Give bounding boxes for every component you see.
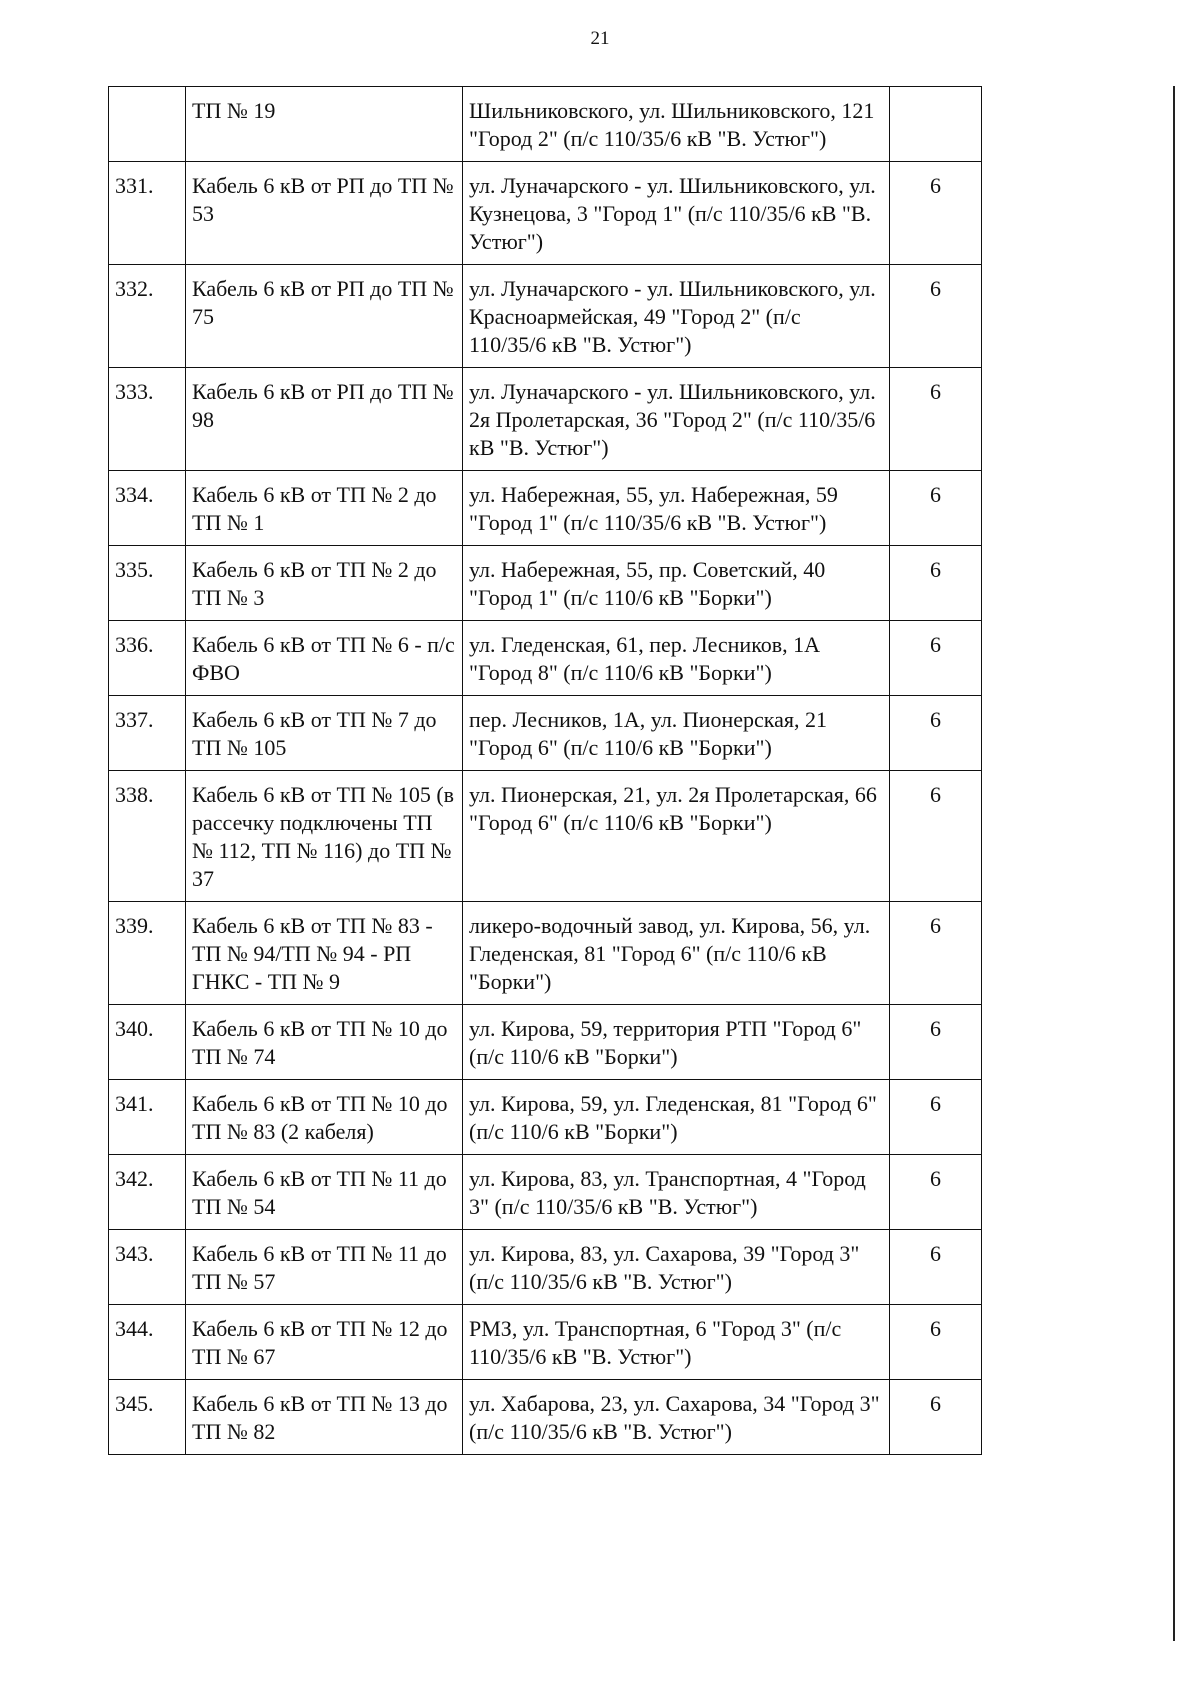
cable-address: ул. Кирова, 83, ул. Сахарова, 39 "Город 3" (п/с 110/35/6 кВ "В. Устюг") (463, 1230, 890, 1305)
cable-voltage (890, 87, 982, 162)
table-row (109, 621, 982, 696)
table-row (109, 162, 982, 265)
table-row (109, 1005, 982, 1080)
cable-address: РМЗ, ул. Транспортная, 6 "Город 3" (п/с 110/35/6 кВ "В. Устюг") (463, 1305, 890, 1380)
cable-voltage: 6 (890, 471, 982, 546)
cable-address: ул. Кирова, 59, территория РТП "Город 6" (п/с 110/6 кВ "Борки") (463, 1005, 890, 1080)
cable-address: ул. Луначарского - ул. Шильниковского, ул. 2я Пролетарская, 36 "Город 2" (п/с 110/35/6 кВ "В. Устюг") (463, 368, 890, 471)
cable-voltage: 6 (890, 546, 982, 621)
row-number: 345. (109, 1380, 186, 1455)
table-row (109, 1230, 982, 1305)
table-row (109, 696, 982, 771)
row-number: 338. (109, 771, 186, 902)
cable-name: Кабель 6 кВ от РП до ТП № 75 (186, 265, 463, 368)
cable-name: Кабель 6 кВ от ТП № 13 до ТП № 82 (186, 1380, 463, 1455)
cable-voltage: 6 (890, 1005, 982, 1080)
table-row (109, 546, 982, 621)
cable-voltage: 6 (890, 1305, 982, 1380)
cable-table (108, 86, 982, 1455)
row-number (109, 87, 186, 162)
cable-address: ул. Кирова, 59, ул. Гледенская, 81 "Город 6" (п/с 110/6 кВ "Борки") (463, 1080, 890, 1155)
cable-name: Кабель 6 кВ от ТП № 2 до ТП № 3 (186, 546, 463, 621)
cable-address: ул. Хабарова, 23, ул. Сахарова, 34 "Город 3" (п/с 110/35/6 кВ "В. Устюг") (463, 1380, 890, 1455)
table-row (109, 1380, 982, 1455)
cable-address: ул. Гледенская, 61, пер. Лесников, 1А "Город 8" (п/с 110/6 кВ "Борки") (463, 621, 890, 696)
cable-voltage: 6 (890, 771, 982, 902)
row-number: 340. (109, 1005, 186, 1080)
right-margin-line (1173, 86, 1175, 1641)
cable-address: ликеро-водочный завод, ул. Кирова, 56, ул. Гледенская, 81 "Город 6" (п/с 110/6 кВ "Борки") (463, 902, 890, 1005)
row-number: 332. (109, 265, 186, 368)
cable-address: ул. Кирова, 83, ул. Транспортная, 4 "Город 3" (п/с 110/35/6 кВ "В. Устюг") (463, 1155, 890, 1230)
row-number: 334. (109, 471, 186, 546)
cable-address: Шильниковского, ул. Шильниковского, 121 "Город 2" (п/с 110/35/6 кВ "В. Устюг") (463, 87, 890, 162)
row-number: 336. (109, 621, 186, 696)
cable-name: ТП № 19 (186, 87, 463, 162)
cable-address: ул. Набережная, 55, ул. Набережная, 59 "Город 1" (п/с 110/35/6 кВ "В. Устюг") (463, 471, 890, 546)
table-row (109, 1305, 982, 1380)
row-number: 341. (109, 1080, 186, 1155)
cable-name: Кабель 6 кВ от ТП № 7 до ТП № 105 (186, 696, 463, 771)
row-number: 343. (109, 1230, 186, 1305)
cable-voltage: 6 (890, 1380, 982, 1455)
cable-name: Кабель 6 кВ от ТП № 10 до ТП № 83 (2 кабеля) (186, 1080, 463, 1155)
cable-name: Кабель 6 кВ от РП до ТП № 98 (186, 368, 463, 471)
cable-name: Кабель 6 кВ от ТП № 2 до ТП № 1 (186, 471, 463, 546)
cable-voltage: 6 (890, 368, 982, 471)
cable-voltage: 6 (890, 265, 982, 368)
cable-name: Кабель 6 кВ от ТП № 83 - ТП № 94/ТП № 94 - РП ГНКС - ТП № 9 (186, 902, 463, 1005)
cable-name: Кабель 6 кВ от ТП № 12 до ТП № 67 (186, 1305, 463, 1380)
table-row (109, 771, 982, 902)
cable-voltage: 6 (890, 162, 982, 265)
table-row (109, 368, 982, 471)
table-row (109, 1080, 982, 1155)
table-row (109, 87, 982, 162)
table-row (109, 902, 982, 1005)
cable-address: пер. Лесников, 1А, ул. Пионерская, 21 "Город 6" (п/с 110/6 кВ "Борки") (463, 696, 890, 771)
cable-address: ул. Набережная, 55, пр. Советский, 40 "Город 1" (п/с 110/6 кВ "Борки") (463, 546, 890, 621)
row-number: 333. (109, 368, 186, 471)
row-number: 339. (109, 902, 186, 1005)
cable-voltage: 6 (890, 621, 982, 696)
table-row (109, 471, 982, 546)
cable-name: Кабель 6 кВ от ТП № 11 до ТП № 54 (186, 1155, 463, 1230)
cable-name: Кабель 6 кВ от ТП № 11 до ТП № 57 (186, 1230, 463, 1305)
cable-voltage: 6 (890, 1230, 982, 1305)
row-number: 342. (109, 1155, 186, 1230)
cable-voltage: 6 (890, 1080, 982, 1155)
row-number: 335. (109, 546, 186, 621)
table-row (109, 1155, 982, 1230)
cable-voltage: 6 (890, 902, 982, 1005)
cable-voltage: 6 (890, 1155, 982, 1230)
cable-name: Кабель 6 кВ от РП до ТП № 53 (186, 162, 463, 265)
cable-name: Кабель 6 кВ от ТП № 6 - п/с ФВО (186, 621, 463, 696)
cable-address: ул. Луначарского - ул. Шильниковского, ул. Красноармейская, 49 "Город 2" (п/с 110/35/6 кВ "В. Устюг") (463, 265, 890, 368)
cable-name: Кабель 6 кВ от ТП № 105 (в рассечку подключены ТП № 112, ТП № 116) до ТП № 37 (186, 771, 463, 902)
cable-address: ул. Пионерская, 21, ул. 2я Пролетарская, 66 "Город 6" (п/с 110/6 кВ "Борки") (463, 771, 890, 902)
row-number: 344. (109, 1305, 186, 1380)
table-row (109, 265, 982, 368)
row-number: 331. (109, 162, 186, 265)
row-number: 337. (109, 696, 186, 771)
cable-name: Кабель 6 кВ от ТП № 10 до ТП № 74 (186, 1005, 463, 1080)
page-number: 21 (590, 28, 610, 49)
cable-address: ул. Луначарского - ул. Шильниковского, ул. Кузнецова, 3 "Город 1" (п/с 110/35/6 кВ "В. Устюг") (463, 162, 890, 265)
cable-voltage: 6 (890, 696, 982, 771)
